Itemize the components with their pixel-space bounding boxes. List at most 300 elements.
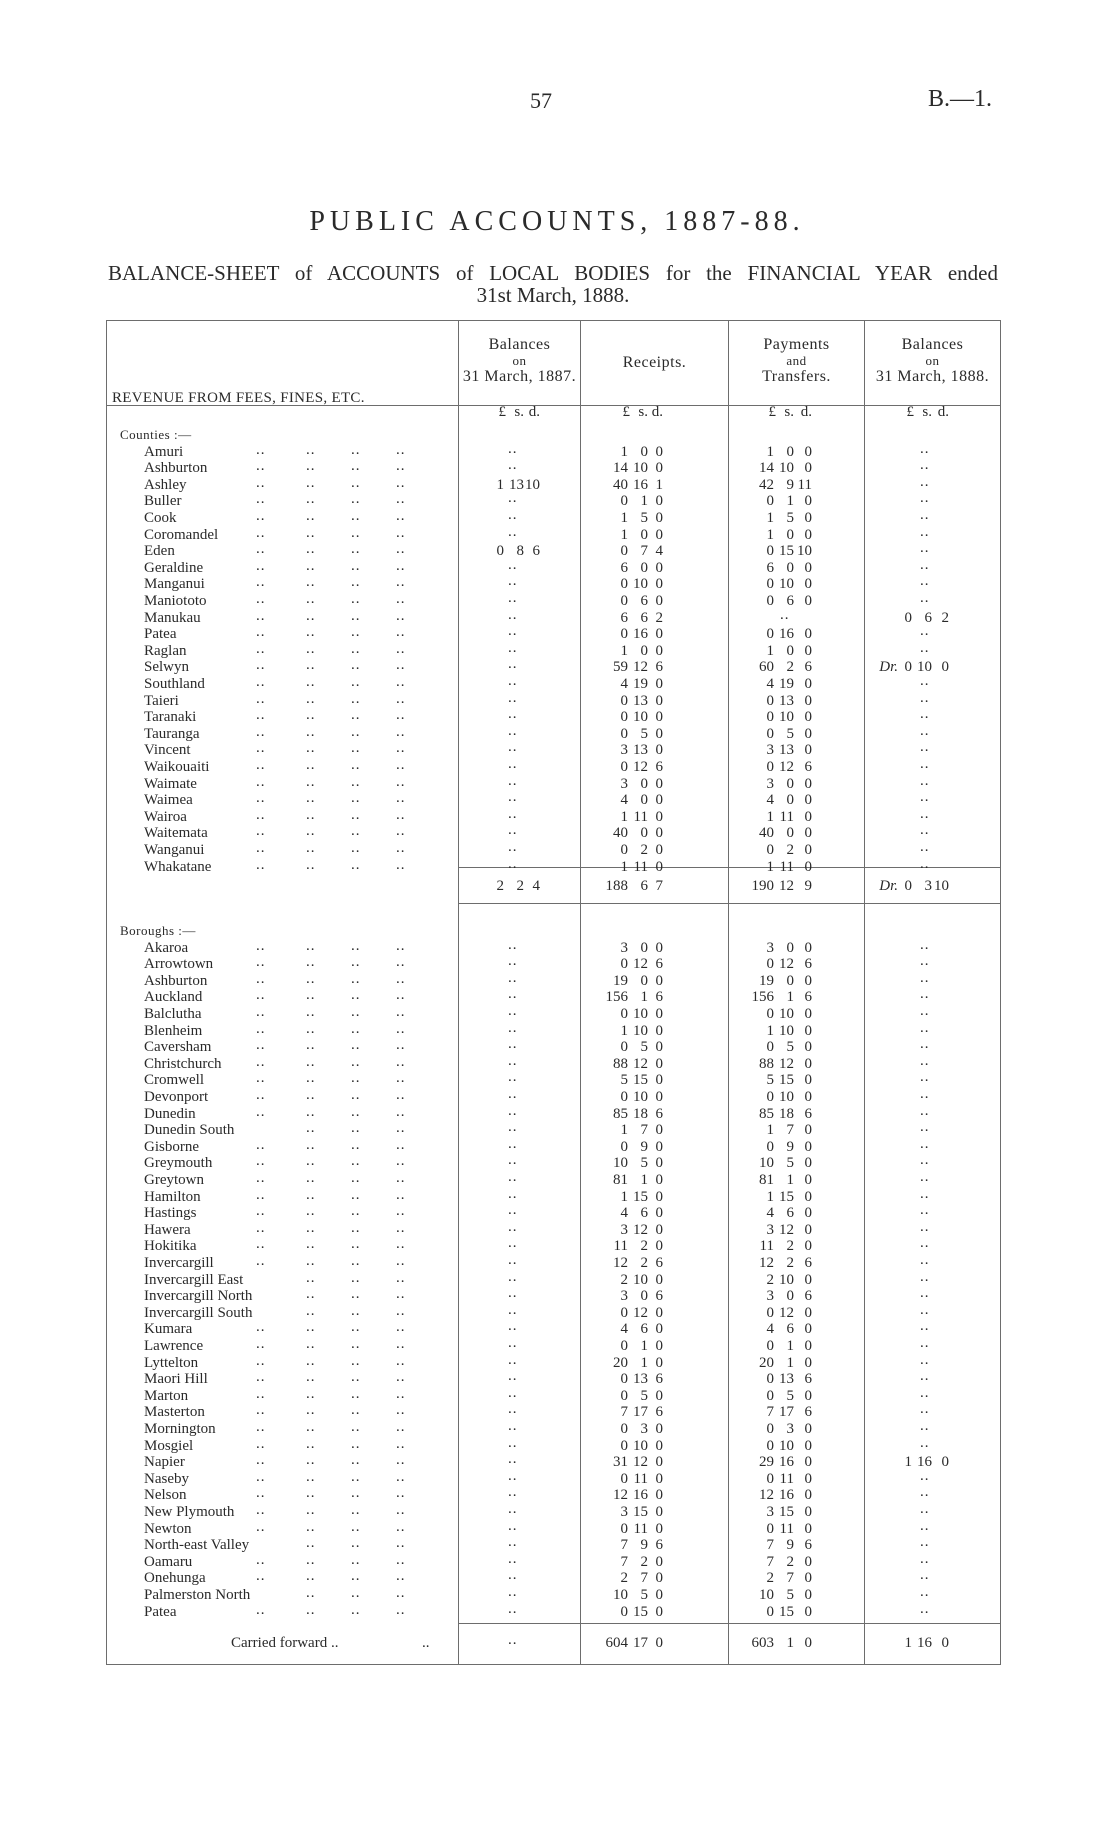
payments-shillings: 16: [779, 626, 794, 643]
leader-dot: ..: [256, 1203, 266, 1220]
receipts-pence: 0: [655, 825, 663, 842]
payments-pence: 0: [804, 1354, 812, 1371]
leader-dot: ..: [306, 508, 316, 524]
receipts-pence: 0: [655, 526, 663, 543]
payments-shillings: 0: [786, 526, 794, 543]
table-row: [106, 1501, 1001, 1521]
leader-dot: ..: [256, 1385, 266, 1402]
leader-dot: ..: [351, 1219, 361, 1236]
payments-shillings: 5: [786, 1155, 794, 1172]
receipts-shillings: 15: [633, 1188, 648, 1205]
row-name: Hokitika: [144, 1238, 197, 1255]
payments-pence: 0: [804, 1603, 812, 1620]
row-name: Masterton: [144, 1404, 205, 1421]
receipts-shillings: 13: [633, 1371, 648, 1388]
leader-dot: ..: [396, 1369, 406, 1386]
table-row: [106, 590, 1001, 610]
receipts-shillings: 0: [640, 792, 648, 809]
leader-dot: ..: [256, 1153, 266, 1170]
receipts-pounds: 2: [620, 1570, 628, 1587]
receipts-pounds: 0: [620, 593, 628, 609]
row-name: Greymouth: [144, 1155, 213, 1172]
table-row: [106, 1451, 1001, 1471]
leader-dot: ..: [306, 1601, 316, 1618]
leader-dot: ..: [396, 1452, 406, 1469]
receipts-pence: 0: [655, 1238, 663, 1255]
receipts-pence: 0: [655, 1138, 663, 1155]
leader-dot: ..: [396, 1070, 406, 1087]
section-label: Boroughs :—: [120, 923, 196, 938]
receipts-pounds: 0: [620, 759, 628, 775]
receipts-shillings: 10: [633, 1022, 648, 1039]
row-name: Gisborne: [144, 1138, 199, 1155]
balance-1887-empty: ..: [508, 1235, 518, 1252]
leader-dot: ..: [256, 1336, 266, 1352]
payments-pence: 0: [804, 1570, 812, 1587]
receipts-shillings: 12: [633, 759, 648, 775]
leader-dot: ..: [256, 1551, 266, 1568]
receipts-pounds: 3: [620, 775, 628, 792]
receipts-pence: 6: [655, 989, 663, 1006]
row-name: Dunedin South: [144, 1122, 235, 1139]
leader-dot: ..: [351, 1253, 361, 1269]
payments-shillings: 12: [779, 759, 794, 775]
row-name: Cromwell: [144, 1072, 204, 1089]
balance-1887-empty: ..: [508, 1600, 518, 1617]
balance-1888-empty: ..: [920, 523, 930, 540]
leader-dot: ..: [256, 1020, 266, 1037]
row-name: Tauranga: [144, 725, 200, 742]
receipts-pence: 0: [655, 576, 663, 593]
payments-pence: 0: [804, 676, 812, 692]
balance-1887-empty: ..: [508, 855, 518, 872]
receipts-pence: 0: [655, 1205, 663, 1222]
receipts-pence: 6: [655, 1371, 663, 1388]
row-name: Maniototo: [144, 593, 207, 609]
leader-dot: ..: [351, 640, 361, 657]
balance-1888-empty: ..: [920, 623, 930, 640]
receipts-shillings: 10: [633, 460, 648, 477]
leader-dot: ..: [396, 1518, 406, 1535]
total-receipts-pounds: 188: [605, 878, 628, 894]
receipts-shillings: 10: [633, 1271, 648, 1288]
balance-1887-empty: ..: [508, 590, 518, 606]
table-row: [106, 1218, 1001, 1239]
balance-1887-empty: ..: [508, 953, 518, 970]
leader-dot: ..: [256, 574, 266, 591]
balance-1888-pence: 2: [941, 609, 949, 626]
balance-1888-empty: ..: [920, 1086, 930, 1102]
payments-pence: 0: [804, 1271, 812, 1288]
receipts-pounds: 3: [620, 1288, 628, 1305]
leader-dot: ..: [396, 823, 406, 840]
table-row: [106, 1318, 1001, 1338]
leader-dot: ..: [256, 1170, 266, 1186]
table-row: [106, 673, 1001, 693]
table-row: [106, 1086, 1001, 1106]
receipts-pence: 0: [655, 972, 663, 989]
leader-dot: ..: [306, 1153, 316, 1170]
receipts-pence: 0: [655, 559, 663, 576]
receipts-pence: 0: [655, 1553, 663, 1570]
payments-pence: 0: [804, 1138, 812, 1155]
receipts-pence: 6: [655, 1105, 663, 1122]
receipts-pounds: 0: [620, 956, 628, 973]
row-name: Raglan: [144, 642, 187, 659]
payments-shillings: 10: [779, 576, 794, 593]
leader-dot: ..: [256, 840, 266, 856]
leader-dot: ..: [306, 607, 316, 624]
leader-dot: ..: [351, 1585, 361, 1601]
leader-dot: ..: [351, 491, 361, 508]
unit-pence-label: d.: [651, 404, 663, 420]
table-row: [106, 473, 1001, 494]
payments-shillings: 3: [786, 1421, 794, 1437]
payments-pence: 0: [804, 1587, 812, 1603]
subtitle-line-1: BALANCE-SHEET of ACCOUNTS of LOCAL BODIES for the FINANCIAL YEAR ended: [108, 261, 998, 285]
row-name: Newton: [144, 1520, 192, 1537]
balance-1887-empty: ..: [508, 1501, 518, 1517]
row-name: Maori Hill: [144, 1371, 208, 1388]
balance-1887-empty: ..: [508, 1301, 518, 1318]
receipts-pounds: 10: [613, 1155, 628, 1172]
leader-dot: ..: [306, 1402, 316, 1419]
balance-1888-empty: ..: [920, 1252, 930, 1268]
balance-1888-empty: ..: [920, 1351, 930, 1368]
balance-1887-empty: ..: [508, 1135, 518, 1152]
table-row: [106, 1235, 1001, 1255]
receipts-pence: 0: [655, 792, 663, 809]
balance-1887-empty: ..: [508, 1550, 518, 1567]
balance-1888-empty: ..: [920, 1135, 930, 1152]
receipts-pounds: 7: [620, 1553, 628, 1570]
leader-dot: ..: [396, 1468, 406, 1485]
balance-1887-empty: ..: [508, 706, 518, 723]
payments-pounds: 1: [766, 1122, 774, 1139]
balance-1888-empty: ..: [920, 639, 930, 656]
leader-dot: ..: [256, 1087, 266, 1103]
payments-pence: 6: [804, 1105, 812, 1122]
payments-pounds: 0: [766, 1520, 774, 1537]
balance-1888-empty: ..: [920, 839, 930, 855]
payments-shillings: 0: [786, 939, 794, 956]
receipts-shillings: 12: [633, 1454, 648, 1471]
payments-shillings: 1: [786, 989, 794, 1006]
row-name: New Plymouth: [144, 1504, 235, 1520]
counties-total-row: [106, 878, 1001, 895]
leader-dot: ..: [256, 591, 266, 607]
counties-total-bottom-rule: [458, 903, 1001, 904]
balances-1887-header-line1: Balances: [488, 336, 551, 353]
row-name: Amuri: [144, 443, 184, 460]
payments-shillings: 15: [779, 543, 794, 560]
receipts-pounds: 6: [620, 559, 628, 576]
payments-pence: 0: [804, 1421, 812, 1437]
payments-pence: 6: [804, 1288, 812, 1305]
leader-dot: ..: [306, 1053, 316, 1070]
receipts-pounds: 20: [613, 1354, 628, 1371]
balance-1888-shillings: 10: [917, 659, 932, 676]
balance-1887-shillings: 8: [516, 543, 524, 560]
receipts-shillings: 13: [633, 742, 648, 759]
leader-dot: ..: [351, 1485, 361, 1502]
receipts-shillings: 6: [640, 1321, 648, 1338]
payments-pence: 0: [804, 1039, 812, 1056]
balance-1888-pounds: 1: [904, 1454, 912, 1471]
leader-dot: ..: [351, 806, 361, 823]
receipts-pence: 6: [655, 1537, 663, 1554]
row-name: Invercargill East: [144, 1271, 244, 1288]
receipts-shillings: 12: [633, 659, 648, 676]
balance-1887-empty: ..: [508, 1119, 518, 1136]
payments-pounds: 0: [766, 1470, 774, 1487]
receipts-pounds: 4: [620, 792, 628, 809]
leader-dot: ..: [306, 723, 316, 740]
payments-pence: 6: [804, 989, 812, 1006]
leader-dot: ..: [256, 740, 266, 757]
cf-payments-shillings: 1: [786, 1635, 794, 1651]
leader-dot: ..: [306, 1535, 316, 1552]
leader-dot: ..: [306, 1020, 316, 1037]
balance-1887-empty: ..: [508, 839, 518, 855]
leader-dot: ..: [351, 1203, 361, 1220]
receipts-pounds: 4: [620, 1205, 628, 1222]
leader-dot: ..: [396, 1253, 406, 1269]
row-name: Wairoa: [144, 808, 187, 825]
receipts-pounds: 0: [620, 1039, 628, 1056]
balance-1887-empty: ..: [508, 1019, 518, 1036]
balance-1888-empty: ..: [920, 540, 930, 557]
payments-shillings: 5: [786, 1387, 794, 1404]
payments-pounds: 4: [766, 676, 774, 692]
leader-dot: ..: [256, 541, 266, 558]
row-name: Invercargill: [144, 1255, 214, 1271]
leader-dot: ..: [306, 1070, 316, 1087]
leader-dot: ..: [396, 1402, 406, 1419]
table-row: [106, 1301, 1001, 1322]
payments-pence: 0: [804, 709, 812, 726]
leader-dot: ..: [306, 773, 316, 790]
receipts-pence: 0: [655, 1437, 663, 1454]
receipts-shillings: 10: [633, 1437, 648, 1454]
leader-dot: ..: [256, 1468, 266, 1485]
leader-dot: ..: [306, 591, 316, 607]
receipts-shillings: 15: [633, 1072, 648, 1089]
total-balance-1888-prefix: Dr.: [879, 878, 898, 894]
payments-pounds: 0: [766, 1006, 774, 1022]
receipts-pounds: 40: [613, 825, 628, 842]
balance-1888-empty: ..: [920, 1268, 930, 1285]
leader-dot: ..: [396, 1103, 406, 1120]
leader-dot: ..: [256, 707, 266, 724]
leader-dot: ..: [306, 1585, 316, 1601]
payments-pounds: 4: [766, 792, 774, 809]
row-name: Oamaru: [144, 1553, 193, 1570]
leader-dot: ..: [256, 1518, 266, 1535]
leader-dot: ..: [396, 773, 406, 790]
leader-dot: ..: [256, 1103, 266, 1120]
receipts-shillings: 2: [640, 1238, 648, 1255]
leader-dot: ..: [351, 823, 361, 840]
payments-shillings: 5: [786, 725, 794, 742]
balance-1887-empty: ..: [508, 1517, 518, 1534]
payments-pence: 0: [804, 626, 812, 643]
balance-1888-empty: ..: [920, 1368, 930, 1385]
balance-1888-empty: ..: [920, 1534, 930, 1551]
leader-dot: ..: [396, 757, 406, 773]
leader-dot: ..: [256, 640, 266, 657]
payments-pounds: 0: [766, 576, 774, 593]
payments-pounds: 0: [766, 1603, 774, 1620]
leader-dot: ..: [396, 1336, 406, 1352]
leader-dot: ..: [396, 1502, 406, 1518]
payments-header-line3: Transfers.: [762, 368, 831, 385]
receipts-shillings: 10: [633, 1089, 648, 1105]
leader-dot: ..: [306, 1087, 316, 1103]
balance-1888-pence: 0: [941, 659, 949, 676]
leader-dot: ..: [256, 1452, 266, 1469]
row-name: Invercargill South: [144, 1304, 253, 1321]
row-name: Palmerston North: [144, 1587, 251, 1603]
receipts-pence: 6: [655, 1404, 663, 1421]
receipts-pence: 6: [655, 759, 663, 775]
leader-dot: ..: [256, 1485, 266, 1502]
leader-dot: ..: [396, 840, 406, 856]
payments-pence: 0: [804, 443, 812, 460]
table-row: [106, 739, 1001, 759]
row-name: Taieri: [144, 692, 179, 709]
receipts-shillings: 10: [633, 1006, 648, 1022]
leader-dot: ..: [256, 937, 266, 954]
balance-1888-empty: ..: [920, 673, 930, 689]
row-name: Southland: [144, 676, 205, 692]
table-row: [106, 789, 1001, 809]
leader-dot: ..: [306, 1269, 316, 1286]
receipts-pounds: 12: [613, 1255, 628, 1271]
receipts-shillings: 12: [633, 1055, 648, 1072]
balance-1888-empty: ..: [920, 936, 930, 953]
payments-shillings: 6: [786, 1205, 794, 1222]
balance-1888-pounds: 0: [904, 609, 912, 626]
leader-dot: ..: [256, 557, 266, 574]
leader-dot: ..: [306, 1186, 316, 1203]
leader-dot: ..: [306, 1037, 316, 1054]
receipts-pence: 0: [655, 1089, 663, 1105]
leader-dot: ..: [351, 624, 361, 641]
payments-pence: 0: [804, 1487, 812, 1504]
receipts-pence: 0: [655, 1172, 663, 1188]
leader-dot: ..: [306, 840, 316, 856]
row-name: Mosgiel: [144, 1437, 194, 1454]
payments-shillings: 0: [786, 792, 794, 809]
payments-pence: 6: [804, 1537, 812, 1554]
unit-shillings-label: s.: [784, 404, 794, 420]
payments-pounds: 81: [759, 1172, 774, 1188]
total-balance-1887-pounds: 2: [496, 878, 504, 894]
leader-dot: ..: [306, 937, 316, 954]
payments-pounds: 0: [766, 1338, 774, 1354]
leader-dot: ..: [351, 1535, 361, 1552]
leader-dot: ..: [256, 674, 266, 690]
leader-dot: ..: [351, 970, 361, 987]
payments-pounds: 0: [766, 692, 774, 709]
payments-shillings: 10: [779, 1089, 794, 1105]
table-row: [106, 1467, 1001, 1488]
unit-pounds-label: £: [906, 404, 914, 420]
payments-pence: 0: [804, 692, 812, 709]
table-row: [106, 1550, 1001, 1571]
balance-1888-empty: ..: [920, 1003, 930, 1019]
payments-shillings: 10: [779, 709, 794, 726]
row-name: Waimate: [144, 775, 197, 792]
section-label: Counties :—: [120, 427, 192, 442]
leader-dot: ..: [306, 1419, 316, 1435]
payments-pounds: 7: [766, 1537, 774, 1554]
payments-pounds: 0: [766, 709, 774, 726]
payments-shillings: 10: [779, 1437, 794, 1454]
payments-pence: 0: [804, 1553, 812, 1570]
leader-dot: ..: [306, 1385, 316, 1402]
leader-dot: ..: [396, 1170, 406, 1186]
leader-dot: ..: [256, 1319, 266, 1336]
total-receipts-shillings: 6: [640, 878, 648, 894]
carried-forward-label: Carried forward ..: [231, 1635, 339, 1651]
balance-1887-empty: ..: [508, 1003, 518, 1019]
leader-dot: ..: [306, 1286, 316, 1303]
payments-pence: 0: [804, 1006, 812, 1022]
payments-pounds: 40: [759, 825, 774, 842]
receipts-pence: 0: [655, 1039, 663, 1056]
leader-dot: ..: [306, 1170, 316, 1186]
receipts-pounds: 0: [620, 1371, 628, 1388]
leader-dot: ..: [256, 970, 266, 987]
leader-dot: ..: [396, 1485, 406, 1502]
leader-dot: ..: [396, 954, 406, 971]
payments-shillings: 16: [779, 1454, 794, 1471]
row-name: Christchurch: [144, 1055, 222, 1072]
unit-pence-label: d.: [937, 404, 949, 420]
row-name: Hamilton: [144, 1188, 201, 1205]
leader-dot: ..: [306, 674, 316, 690]
payments-pounds: 1: [766, 1188, 774, 1205]
payments-pence: 0: [804, 1520, 812, 1537]
payments-shillings: 15: [779, 1603, 794, 1620]
receipts-shillings: 0: [640, 775, 648, 792]
leader-dot: ..: [256, 1601, 266, 1618]
receipts-pence: 0: [655, 808, 663, 825]
receipts-shillings: 0: [640, 1288, 648, 1305]
payments-pounds: 0: [766, 543, 774, 560]
payments-shillings: 5: [786, 510, 794, 526]
receipts-pence: 0: [655, 775, 663, 792]
leader-dot: ..: [351, 524, 361, 541]
balance-1887-empty: ..: [508, 1069, 518, 1086]
balance-1888-empty: ..: [920, 1202, 930, 1219]
leader-dot: ..: [256, 1186, 266, 1203]
payments-shillings: 2: [786, 1238, 794, 1255]
leader-dot: ..: [351, 1402, 361, 1419]
payments-shillings: 1: [786, 493, 794, 510]
table-row: [106, 1268, 1001, 1289]
receipts-pounds: 0: [620, 626, 628, 643]
table-row: [106, 772, 1001, 793]
balance-1887-empty: ..: [508, 639, 518, 656]
leader-dot: ..: [256, 1053, 266, 1070]
receipts-pence: 0: [655, 858, 663, 875]
balance-1887-empty: ..: [508, 1534, 518, 1551]
payments-shillings: 2: [786, 1255, 794, 1271]
leader-dot: ..: [351, 1186, 361, 1203]
